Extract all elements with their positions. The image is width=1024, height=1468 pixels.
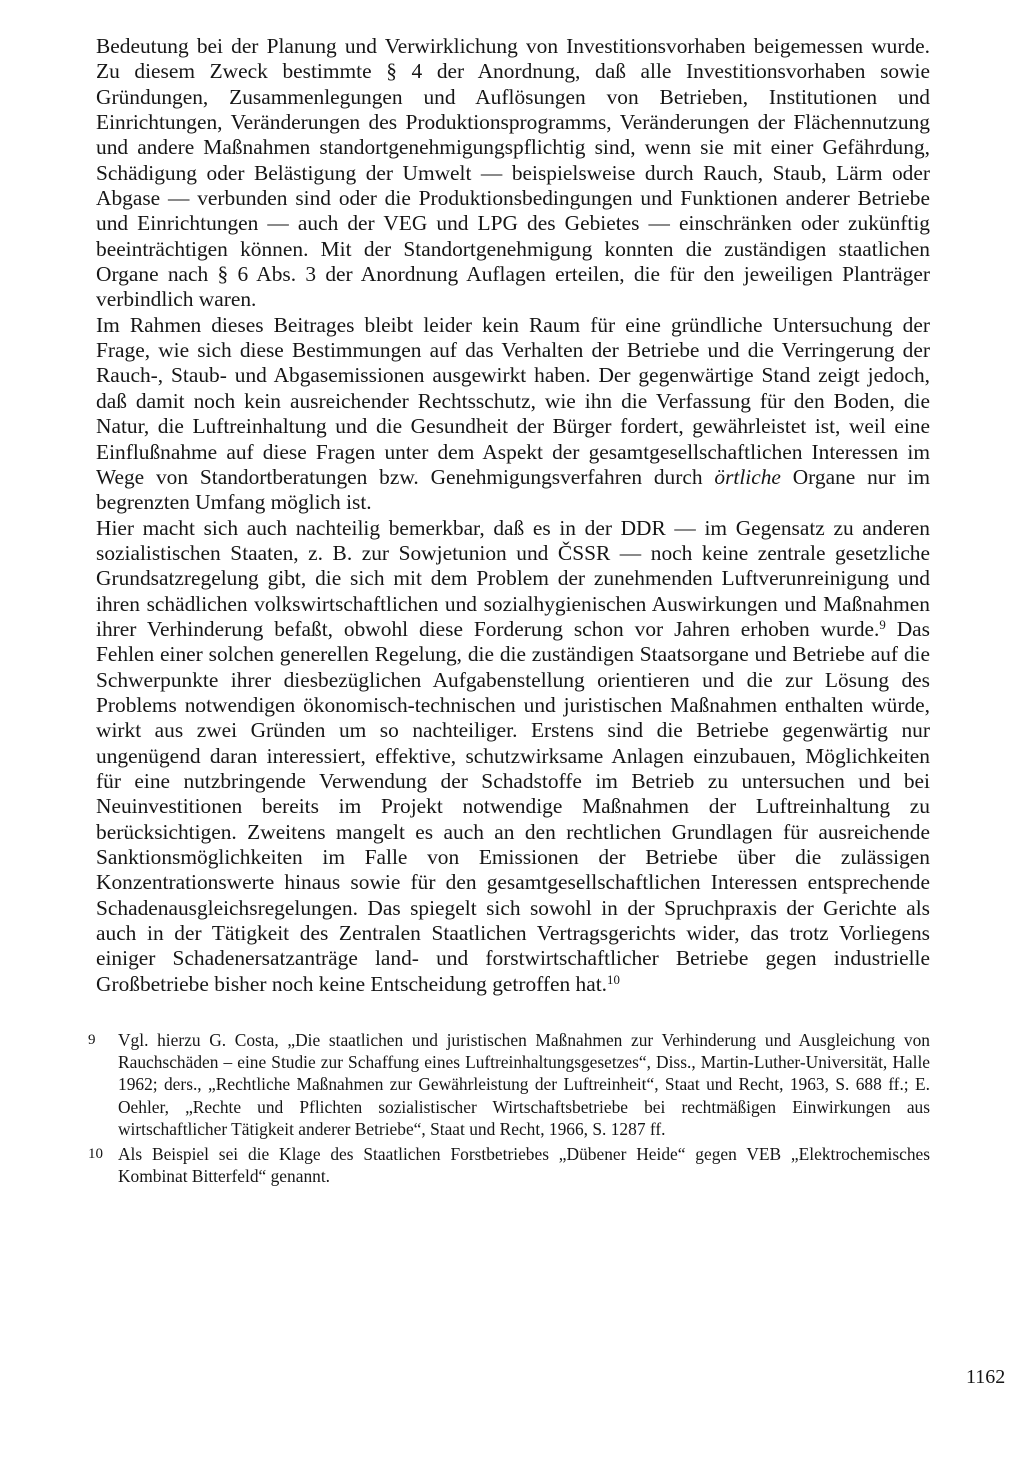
footnotes-section: [88, 1029, 930, 1187]
footnote-9-mark: 9: [88, 1032, 96, 1049]
footnote-10-text: Als Beispiel sei die Klage des Staatlichen Forstbetriebes „Dübener Heide“ gegen VEB „Elektrochemisches Kombinat Bitterfeld“ genannt.: [118, 1144, 930, 1187]
body-paragraph-2: [96, 313, 930, 516]
paragraph-2-text-start: Im Rahmen dieses Beitrages bleibt leider kein Raum für eine gründliche Untersuchung der Frage, wie sich diese Bestimmungen auf das Verhalten der Betriebe und die Verringerung der Rauch-, Staub- und Abgasemissionen ausgewirkt haben. Der gegenwärtige Stand zeigt jedoch, daß damit noch kein ausreichender Rechtsschutz, wie ihn die Verfassung für den Boden, die Natur, die Luftreinhaltung und die Gesundheit der Bürger fordert, gewährleistet ist, weil eine Einflußnahme auf diese Fragen unter dem Aspekt der gesamtgesellschaftlichen Interessen im Wege von Standortberatungen bzw. Genehmigungsverfahren durch: [96, 312, 930, 489]
footnote-reference-10[interactable]: 10: [607, 972, 620, 987]
italic-emphasis: örtliche: [714, 464, 781, 489]
page-number: 1162: [966, 1366, 1006, 1388]
page-content: [88, 34, 931, 1190]
paragraph-2-text-end: Organe nur im begrenzten Umfang möglich ist.: [96, 464, 931, 515]
footnote-9-text: Vgl. hierzu G. Costa, „Die staatlichen und juristischen Maßnahmen zur Verhinderung und Ausgleichung von Rauchschäden – eine Studie zur Schaffung eines Luftreinhaltungsgesetzes“, Diss., Martin-Luther-Universität, Halle 1962; ders., „Rechtliche Maßnahmen zur Gewährleistung der Luftreinheit“, Staat und Recht, 1963, S. 688 ff.; E. Oehler, „Rechte und Pflichten sozialistischer Wirtschaftsbetriebe bei rechtmäßigen Einwirkungen aus wirtschaftlicher Tätigkeit anderer Betriebe“, Staat und Recht, 1966, S. 1287 ff.: [118, 1030, 930, 1139]
footnote-9: [88, 1029, 930, 1140]
footnote-10-mark: 10: [88, 1146, 103, 1163]
paragraph-3-text-start: Hier macht sich auch nachteilig bemerkbar, daß es in der DDR — im Gegensatz zu anderen sozialistischen Staaten, z. B. zur Sowjetunion und ČSSR — noch keine zentrale gesetzliche Grundsatzregelung gibt, die sich mit dem Problem der zunehmenden Luftverunreinigung und ihren schädlichen volkswirtschaftlichen und sozialhygienischen Auswirkungen und Maßnahmen ihrer Verhinderung befaßt, obwohl diese Forderung schon vor Jahren erhoben wurde.: [96, 515, 930, 641]
body-paragraph-3: [96, 516, 930, 998]
body-paragraph-1: Bedeutung bei der Planung und Verwirklichung von Investitionsvorhaben beigemessen wurde. Zu diesem Zweck bestimmte § 4 der Anordnung, daß alle Investitionsvorhaben sowie Gründungen, Zusammenlegungen und Auflösungen von Betrieben, Institutionen und Einrichtungen, Veränderungen des Produktionsprogramms, Veränderungen der Flächennutzung und andere Maßnahmen standortgenehmigungspflichtig sind, wenn sie mit einer Gefährdung, Schädigung oder Belästigung der Umwelt — beispielsweise durch Rauch, Staub, Lärm oder Abgase — verbunden sind oder die Produktionsbedingungen und Funktionen anderer Betriebe und Einrichtungen — auch der VEG und LPG des Gebietes — einschränken oder zukünftig beeinträchtigen können. Mit der Standortgenehmigung konnten die zuständigen staatlichen Organe nach § 6 Abs. 3 der Anordnung Auflagen erteilen, die für den jeweiligen Planträger verbindlich waren.: [96, 34, 930, 312]
paragraph-3-text-end: Das Fehlen einer solchen generellen Regelung, die die zuständigen Staatsorgane und Betriebe auf die Schwerpunkte ihrer diesbezüglichen Aufgabenstellung orientieren und die zur Lösung des Problems notwendigen ökonomisch-technischen und juristischen Maßnahmen enthalten würde, wirkt aus zwei Gründen um so nachteiliger. Erstens sind die Betriebe gegenwärtig nur ungenügend daran interessiert, effektive, schutzwirksame Anlagen einzubauen, Möglichkeiten für eine nutzbringende Verwendung der Schadstoffe im Betrieb zu untersuchen und bei Neuinvestitionen bereits im Projekt notwendige Maßnahmen der Luftreinhaltung zu berücksichtigen. Zweitens mangelt es auch an den rechtlichen Grundlagen für ausreichende Sanktionsmöglichkeiten im Falle von Emissionen der Betriebe über die zulässigen Konzentrationswerte hinaus sowie für den gesamtgesellschaftlichen Interessen entsprechende Schadenausgleichsregelungen. Das spiegelt sich sowohl in der Spruchpraxis der Gerichte als auch in der Tätigkeit des Zentralen Staatlichen Vertragsgerichts wider, das trotz Vorliegens einiger Schadenersatzanträge land- und forstwirtschaftlicher Betriebe gegen industrielle Großbetriebe bisher noch keine Entscheidung getroffen hat.: [96, 616, 930, 996]
footnote-10: [88, 1143, 930, 1187]
footnote-reference-9[interactable]: 9: [879, 617, 886, 632]
